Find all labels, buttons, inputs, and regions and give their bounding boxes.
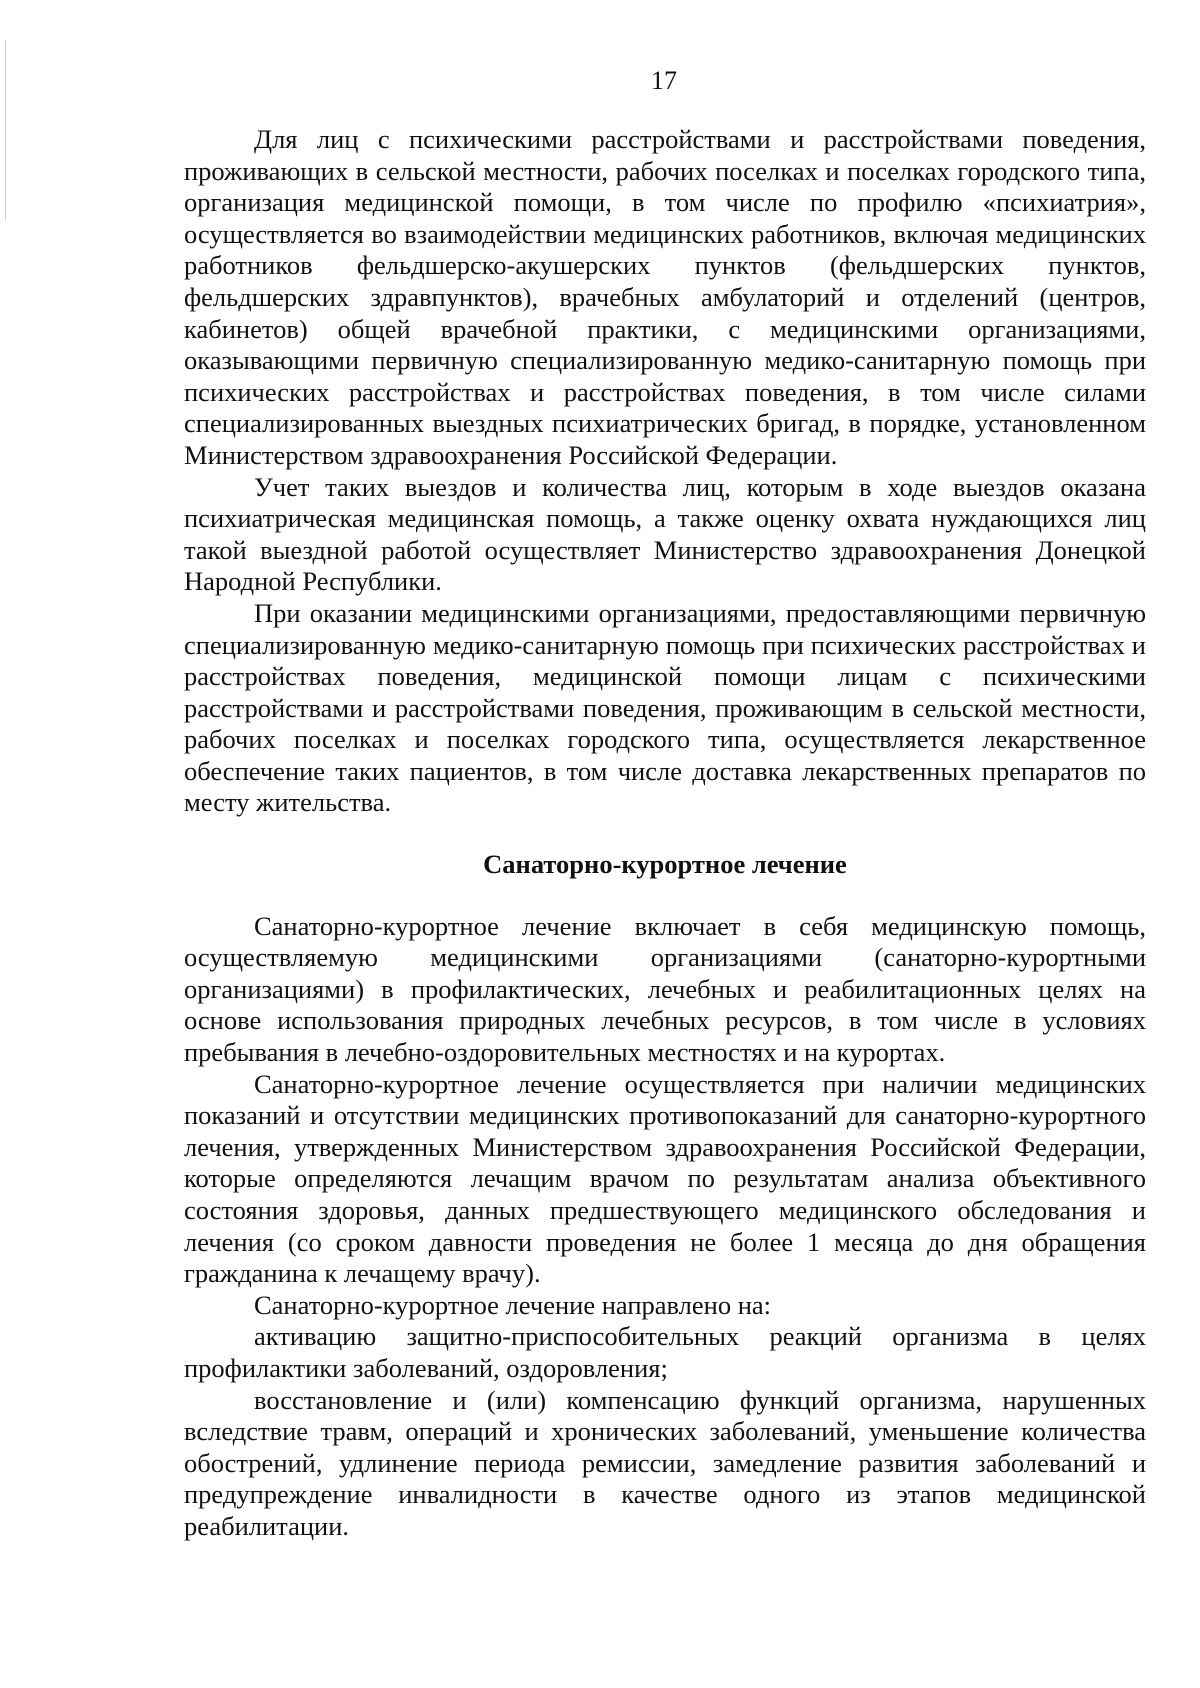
scan-edge-mark [5, 40, 6, 220]
document-body [184, 124, 1146, 1543]
spacer [184, 881, 1146, 911]
paragraph-sanatorium-definition: Санаторно-курортное лечение включает в себя медицинскую помощь, осуществляемую медицинскими организациями (санаторно-курортными организациями) в профилактических, лечебных и реабилитационных целях на основе использования природных лечебных ресурсов, в том числе в условиях пребывания в лечебно-оздоровительных местностях и на курортах. [184, 910, 1146, 1068]
paragraph-drug-provision: При оказании медицинскими организациями, предоставляющими первичную специализированную медико-санитарную помощь при психических расстройствах и расстройствах поведения, медицинской помощи лицам с психическими расстройствами и расстройствами поведения, проживающим в сельской местности, рабочих поселках и поселках городского типа, осуществляется лекарственное обеспечение таких пациентов, в том числе доставка лекарственных препаратов по месту жительства. [184, 597, 1146, 818]
paragraph-sanatorium-aims-intro: Санаторно-курортное лечение направлено на: [254, 1289, 772, 1320]
spacer [184, 819, 1146, 849]
paragraph-rural-psychiatric-care: Для лиц с психическими расстройствами и расстройствами поведения, проживающих в сельской местности, рабочих поселках и поселках городского типа, организация медицинской помощи, в том числе по профилю «психиатрия», осуществляется во взаимодействии медицинских работников, включая медицинских работников фельдшерско-акушерских пунктов (фельдшерских пунктов, фельдшерских здравпунктов), врачебных амбулаторий и отделений (центров, кабинетов) общей врачебной практики, с медицинскими организациями, оказывающими первичную специализированную медико-санитарную помощь при психических расстройствах и расстройствах поведения, в том числе силами специализированных выездных психиатрических бригад, в порядке, установленном Министерством здравоохранения Российской Федерации. [184, 124, 1146, 470]
paragraph-aim-restoration: восстановление и (или) компенсацию функций организма, нарушенных вследствие травм, операций и хронических заболеваний, уменьшение количества обострений, удлинение периода ремиссии, замедление развития заболеваний и предупреждение инвалидности в качестве одного из этапов медицинской реабилитации. [184, 1384, 1146, 1541]
paragraph-visit-accounting: Учет таких выездов и количества лиц, которым в ходе выездов оказана психиатрическая медицинская помощь, а также оценку охвата нуждающихся лиц такой выездной работой осуществляет Министерство здравоохранения Донецкой Народной Республики. [184, 471, 1146, 597]
paragraph-sanatorium-indications: Санаторно-курортное лечение осуществляется при наличии медицинских показаний и отсутствии медицинских противопоказаний для санаторно-курортного лечения, утвержденных Министерством здравоохранения Российской Федерации, которые определяются лечащим врачом по результатам анализа объективного состояния здоровья, данных предшествующего медицинского обследования и лечения (со сроком давности проведения не более 1 месяца до дня обращения гражданина к лечащему врачу). [184, 1068, 1146, 1289]
page-number: 17 [651, 66, 677, 95]
paragraph-aim-activation: активацию защитно-приспособительных реакций организма в целях профилактики заболеваний, оздоровления; [184, 1321, 1146, 1383]
section-heading: Санаторно-курортное лечение [483, 849, 847, 880]
